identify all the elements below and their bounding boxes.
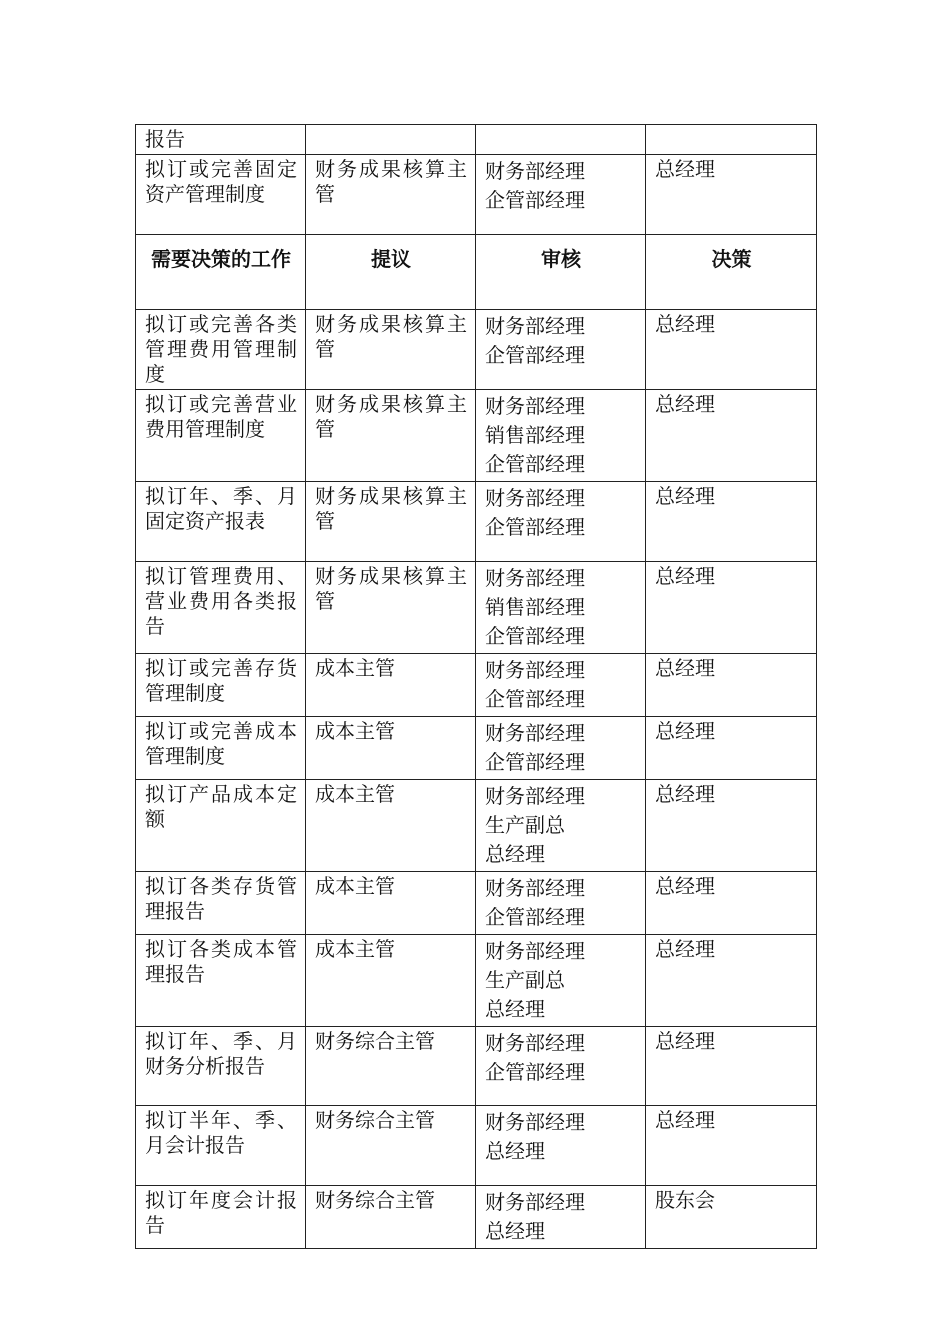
review-cell bbox=[476, 482, 646, 562]
decide-cell: 总经理 bbox=[646, 155, 817, 235]
decide-cell: 总经理 bbox=[646, 1106, 817, 1186]
decide-cell: 总经理 bbox=[646, 935, 817, 1027]
work-cell: 拟订或完善存货管理制度 bbox=[136, 654, 306, 717]
review-cell bbox=[476, 935, 646, 1027]
table-row bbox=[136, 125, 817, 155]
review-cell bbox=[476, 780, 646, 872]
work-cell: 拟订年、季、月固定资产报表 bbox=[136, 482, 306, 562]
header-review: 审核 bbox=[476, 235, 646, 310]
propose-cell: 财务成果核算主管 bbox=[306, 310, 476, 390]
propose-cell: 财务成果核算主管 bbox=[306, 562, 476, 654]
decide-cell bbox=[646, 125, 817, 155]
review-line: 财务部经理 bbox=[485, 159, 585, 183]
review-line: 财务部经理 bbox=[485, 394, 585, 418]
table-row bbox=[136, 1106, 817, 1186]
work-cell: 拟订产品成本定额 bbox=[136, 780, 306, 872]
review-line: 企管部经理 bbox=[485, 1060, 585, 1084]
review-line: 企管部经理 bbox=[485, 515, 585, 539]
decision-table bbox=[135, 124, 817, 1249]
review-line: 企管部经理 bbox=[485, 452, 585, 476]
propose-cell: 成本主管 bbox=[306, 717, 476, 780]
review-cell bbox=[476, 562, 646, 654]
work-cell: 拟订各类存货管理报告 bbox=[136, 872, 306, 935]
work-cell: 拟订年、季、月财务分析报告 bbox=[136, 1027, 306, 1106]
review-line: 总经理 bbox=[485, 997, 545, 1021]
work-cell: 拟订或完善各类管理费用管理制度 bbox=[136, 310, 306, 390]
review-line: 企管部经理 bbox=[485, 343, 585, 367]
table-row bbox=[136, 390, 817, 482]
propose-cell: 成本主管 bbox=[306, 654, 476, 717]
table-row bbox=[136, 562, 817, 654]
decide-cell: 总经理 bbox=[646, 717, 817, 780]
decide-cell: 股东会 bbox=[646, 1186, 817, 1249]
propose-cell bbox=[306, 125, 476, 155]
review-line: 企管部经理 bbox=[485, 624, 585, 648]
header-work: 需要决策的工作 bbox=[136, 235, 306, 310]
review-line: 总经理 bbox=[485, 1139, 545, 1163]
header-decide: 决策 bbox=[646, 235, 817, 310]
table-row bbox=[136, 310, 817, 390]
table-row bbox=[136, 1186, 817, 1249]
decide-cell: 总经理 bbox=[646, 654, 817, 717]
propose-cell: 财务综合主管 bbox=[306, 1106, 476, 1186]
review-line: 财务部经理 bbox=[485, 876, 585, 900]
review-line: 财务部经理 bbox=[485, 1190, 585, 1214]
review-line: 财务部经理 bbox=[485, 939, 585, 963]
propose-cell: 财务综合主管 bbox=[306, 1027, 476, 1106]
review-line: 企管部经理 bbox=[485, 905, 585, 929]
review-line: 生产副总 bbox=[485, 968, 565, 992]
table-row bbox=[136, 935, 817, 1027]
decide-cell: 总经理 bbox=[646, 390, 817, 482]
review-line: 财务部经理 bbox=[485, 486, 585, 510]
work-cell: 拟订管理费用、营业费用各类报告 bbox=[136, 562, 306, 654]
review-line: 财务部经理 bbox=[485, 314, 585, 338]
review-cell bbox=[476, 717, 646, 780]
review-cell bbox=[476, 125, 646, 155]
table-row bbox=[136, 780, 817, 872]
decide-cell: 总经理 bbox=[646, 482, 817, 562]
work-cell: 拟订年度会计报告 bbox=[136, 1186, 306, 1249]
propose-cell: 成本主管 bbox=[306, 780, 476, 872]
review-line: 总经理 bbox=[485, 1219, 545, 1243]
decide-cell: 总经理 bbox=[646, 872, 817, 935]
review-line: 企管部经理 bbox=[485, 188, 585, 212]
propose-cell: 财务成果核算主管 bbox=[306, 390, 476, 482]
propose-cell: 财务成果核算主管 bbox=[306, 155, 476, 235]
review-cell bbox=[476, 1027, 646, 1106]
propose-cell: 成本主管 bbox=[306, 872, 476, 935]
review-line: 财务部经理 bbox=[485, 721, 585, 745]
review-cell bbox=[476, 872, 646, 935]
work-cell: 报告 bbox=[136, 125, 306, 155]
work-cell: 拟订或完善固定资产管理制度 bbox=[136, 155, 306, 235]
review-cell bbox=[476, 310, 646, 390]
review-line: 企管部经理 bbox=[485, 750, 585, 774]
table-row bbox=[136, 1027, 817, 1106]
review-line: 总经理 bbox=[485, 842, 545, 866]
work-cell: 拟订各类成本管理报告 bbox=[136, 935, 306, 1027]
review-line: 财务部经理 bbox=[485, 1031, 585, 1055]
work-cell: 拟订或完善成本管理制度 bbox=[136, 717, 306, 780]
review-line: 财务部经理 bbox=[485, 566, 585, 590]
decide-cell: 总经理 bbox=[646, 562, 817, 654]
propose-cell: 财务成果核算主管 bbox=[306, 482, 476, 562]
propose-cell: 成本主管 bbox=[306, 935, 476, 1027]
table-row bbox=[136, 872, 817, 935]
review-line: 销售部经理 bbox=[485, 595, 585, 619]
review-cell bbox=[476, 1186, 646, 1249]
table-row bbox=[136, 654, 817, 717]
propose-cell: 财务综合主管 bbox=[306, 1186, 476, 1249]
review-cell bbox=[476, 155, 646, 235]
decide-cell: 总经理 bbox=[646, 1027, 817, 1106]
review-cell bbox=[476, 390, 646, 482]
work-cell: 拟订半年、季、月会计报告 bbox=[136, 1106, 306, 1186]
review-line: 企管部经理 bbox=[485, 687, 585, 711]
table-row bbox=[136, 482, 817, 562]
review-line: 财务部经理 bbox=[485, 1110, 585, 1134]
table-row bbox=[136, 717, 817, 780]
review-cell bbox=[476, 1106, 646, 1186]
review-line: 生产副总 bbox=[485, 813, 565, 837]
review-line: 财务部经理 bbox=[485, 658, 585, 682]
decide-cell: 总经理 bbox=[646, 780, 817, 872]
header-propose: 提议 bbox=[306, 235, 476, 310]
work-cell: 拟订或完善营业费用管理制度 bbox=[136, 390, 306, 482]
table-row bbox=[136, 155, 817, 235]
table-header-row bbox=[136, 235, 817, 310]
review-cell bbox=[476, 654, 646, 717]
review-line: 销售部经理 bbox=[485, 423, 585, 447]
decide-cell: 总经理 bbox=[646, 310, 817, 390]
review-line: 财务部经理 bbox=[485, 784, 585, 808]
